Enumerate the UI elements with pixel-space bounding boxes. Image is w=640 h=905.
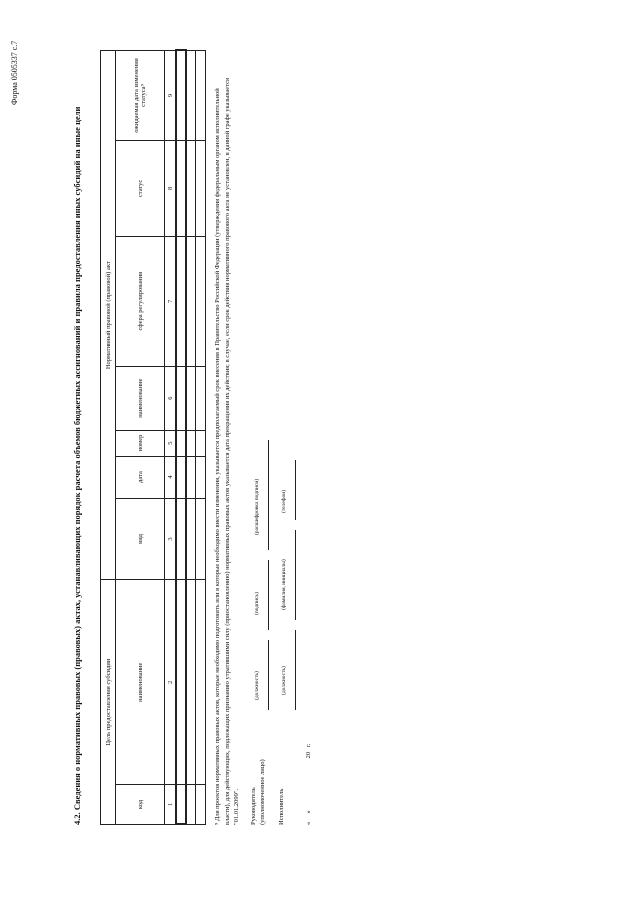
form-code: Форма 0505337 с.7 xyxy=(10,40,19,105)
col-num: 2 xyxy=(165,580,176,785)
col-type-header: вид xyxy=(116,498,165,580)
col-num: 4 xyxy=(165,456,176,498)
date-line: « » 20 г. xyxy=(305,743,312,825)
col-number-header: номер xyxy=(116,430,165,456)
cap-phone: (телефон) xyxy=(281,489,287,513)
col-num: 8 xyxy=(165,140,176,236)
exec-fio-line xyxy=(295,530,296,620)
section-title: 4.2. Сведения о нормативных правовых (правовых) актах, устанавливающих порядок расчета объемов бюджетных ассигнований и правила предоставления иных субсидий на иные цели xyxy=(72,106,82,825)
table-row xyxy=(186,51,196,825)
exec-position-line xyxy=(295,630,296,710)
group-subsidy-header: Цель предоставления субсидии xyxy=(101,580,116,825)
head-decoding-line xyxy=(268,440,269,550)
col-status-header: статус xyxy=(116,140,165,236)
col-expected-header: ожидаемая дата изменения статуса⁹ xyxy=(116,51,165,141)
exec-phone-line xyxy=(295,460,296,520)
table-row xyxy=(196,51,206,825)
group-act-header: Нормативный правовой (правовой) акт xyxy=(101,51,116,580)
cap-signature: (подпись) xyxy=(254,592,260,615)
col-title-header: наименование xyxy=(116,366,165,430)
table-row xyxy=(176,51,186,825)
footnote: ⁹ Для проектов нормативных правовых актов, которые необходимо подготовить или в которые необходимо внести изменения, указывается предполагаемый срок внесения в Правительство Российской Федерации (утверждения федеральным органом исполнительной власти), для действующих, подлежащих признанию утратившими силу (приостановлению) нормативных правовых актов указывается дата прекращения их действия; в случае, если срок действия нормативного правового акта не установлен, в данной графе указывается "01.01.2099". xyxy=(214,78,240,825)
col-num: 7 xyxy=(165,236,176,366)
cap-decoding: (расшифровка подписи) xyxy=(254,478,260,535)
head-label: Руководитель xyxy=(250,787,257,825)
col-sphere-header: сфера регулирования xyxy=(116,236,165,366)
exec-label: Исполнитель xyxy=(278,788,285,825)
head-signature-line xyxy=(268,560,269,630)
cap-fio: (фамилия, инициалы) xyxy=(281,559,287,610)
col-num: 6 xyxy=(165,366,176,430)
col-code-header: код xyxy=(116,785,165,825)
col-name-header: наименование xyxy=(116,580,165,785)
col-num: 1 xyxy=(165,785,176,825)
col-num: 5 xyxy=(165,430,176,456)
cap-position: (должность) xyxy=(254,671,260,700)
col-num: 9 xyxy=(165,51,176,141)
head-position-line xyxy=(268,640,269,710)
col-date-header: дата xyxy=(116,456,165,498)
acts-table xyxy=(100,50,206,825)
head-sublabel: (уполномоченное лицо) xyxy=(259,759,266,825)
cap-exec-position: (должность) xyxy=(281,666,287,695)
col-num: 3 xyxy=(165,498,176,580)
